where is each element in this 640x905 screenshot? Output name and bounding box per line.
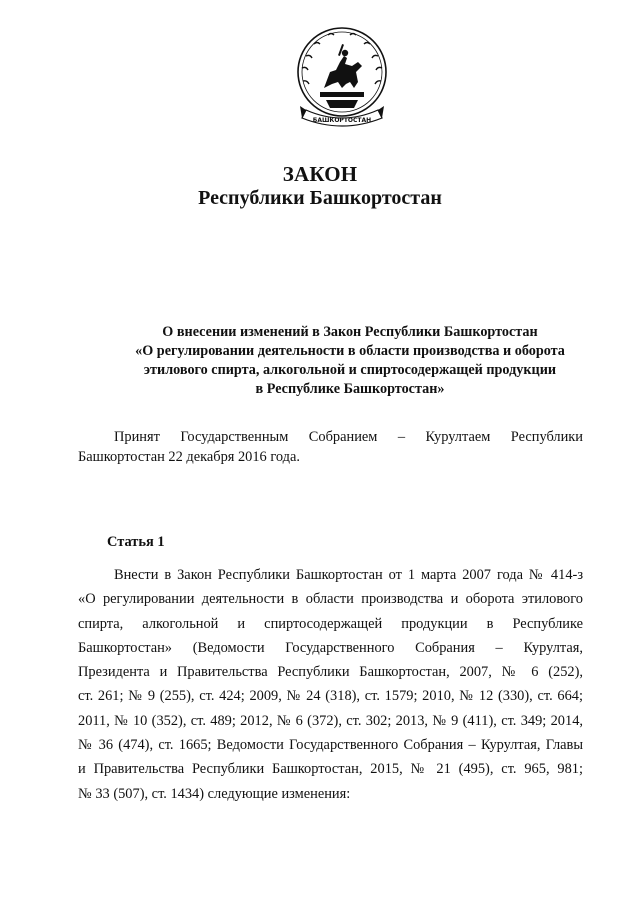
article-line: 2011, № 10 (352), ст. 489; 2012, № 6 (372), ст. 302; 2013, № 9 (411), ст. 349; 2014, [78, 712, 583, 729]
document-type-title: ЗАКОН [282, 162, 358, 186]
article-line: № 33 (507), ст. 1434) следующие изменения: [78, 785, 351, 802]
article-line: и Правительства Республики Башкортостан, 2015, № 21 (495), ст. 965, 981; [78, 761, 583, 778]
article-title: Статья 1 [107, 534, 165, 550]
document-issuer-title: Республики Башкортостан [198, 187, 442, 209]
article-line: Башкортостан» (Ведомости Государственного Собрания – Курултая, [78, 639, 583, 656]
article-line: Президента и Правительства Республики Башкортостан, 2007, № 6 (252), [78, 664, 583, 681]
article-line: спирта, алкогольной и спиртосодержащей продукции в Республике [78, 615, 583, 632]
adoption-line: Принят Государственным Собранием – Курултаем Республики [114, 429, 583, 445]
article-line: Внести в Закон Республики Башкортостан от 1 марта 2007 года № 414-з [114, 567, 583, 583]
article-line: ст. 261; № 9 (255), ст. 424; 2009, № 24 (318), ст. 1579; 2010, № 12 (330), ст. 664; [78, 688, 583, 705]
law-heading [100, 323, 600, 399]
law-heading-line: О внесении изменений в Закон Республики Башкортостан [162, 324, 538, 340]
law-heading-line: в Республике Башкортостан» [255, 381, 445, 397]
law-heading-line: этилового спирта, алкогольной и спиртосодержащей продукции [143, 362, 557, 378]
article-line: № 36 (474), ст. 1665; Ведомости Государственного Собрания – Курултая, Главы [78, 737, 583, 754]
bashkortostan-coat-of-arms-icon [292, 26, 392, 132]
svg-text:БАШКОРТОСТАН: БАШКОРТОСТАН [312, 117, 372, 124]
law-heading-line: «О регулировании деятельности в области производства и оборота [135, 343, 565, 359]
adoption-statement [78, 427, 583, 467]
article-body [78, 563, 583, 806]
adoption-line: Башкортостан 22 декабря 2016 года. [78, 449, 300, 465]
article-line: «О регулировании деятельности в области производства и оборота этилового [78, 591, 583, 608]
